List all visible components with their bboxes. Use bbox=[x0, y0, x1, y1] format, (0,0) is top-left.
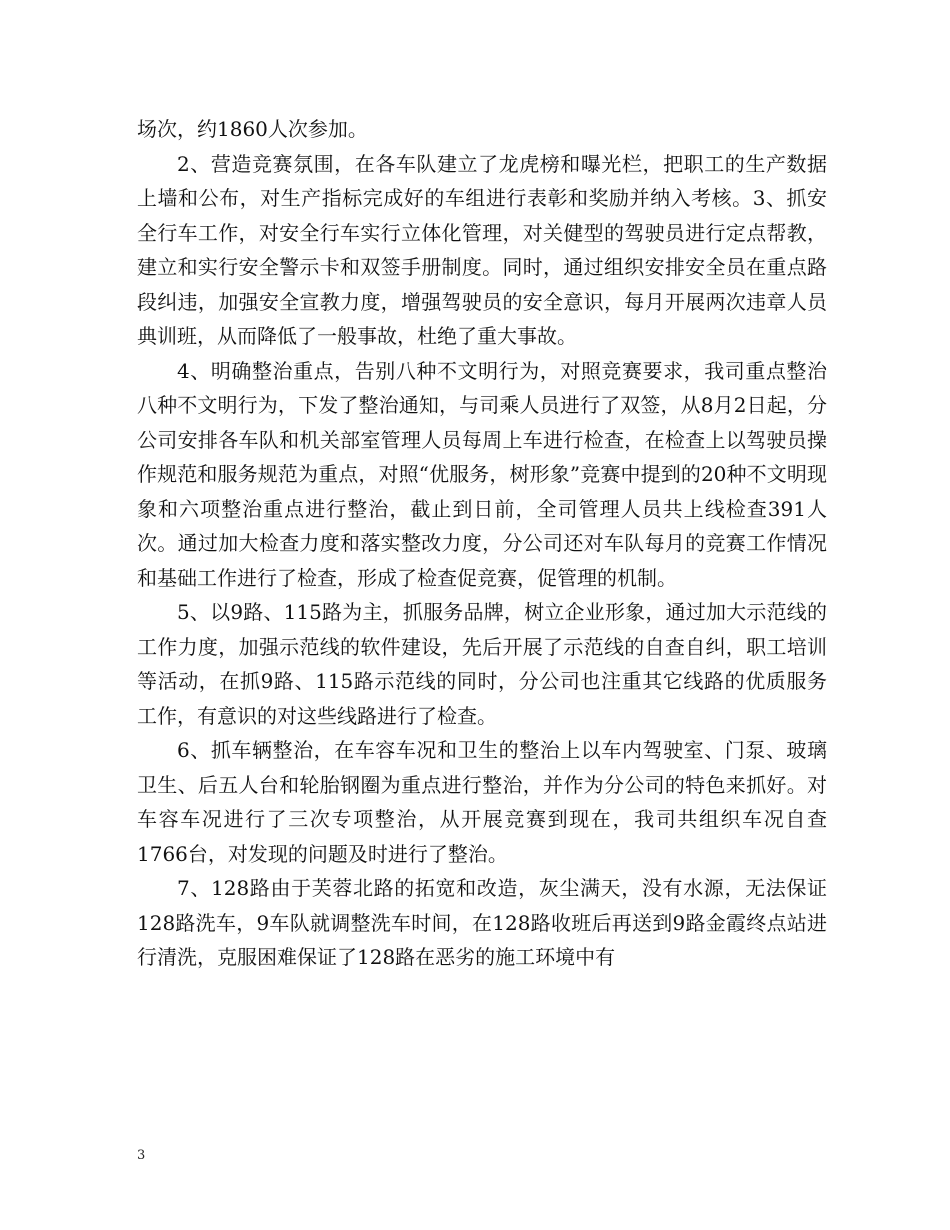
document-body bbox=[137, 112, 827, 975]
paragraph-item-5: 5、以9路、115路为主，抓服务品牌，树立企业形象，通过加大示范线的工作力度，加强示范线的软件建设，先后开展了示范线的自查自纠，职工培训等活动，在抓9路、115路示范线的同时，分公司也注重其它线路的优质服务工作，有意识的对这些线路进行了检查。 bbox=[137, 600, 827, 728]
paragraph-continued: 场次，约1860人次参加。 bbox=[137, 117, 368, 141]
paragraph-item-2-3: 2、营造竞赛氛围，在各车队建立了龙虎榜和曝光栏，把职工的生产数据上墙和公布，对生产指标完成好的车组进行表彰和奖励并纳入考核。3、抓安全行车工作，对安全行车实行立体化管理，对关健型的驾驶员进行定点帮教，建立和实行安全警示卡和双签手册制度。同时，通过组织安排安全员在重点路段纠违，加强安全宣教力度，增强驾驶员的安全意识，每月开展两次违章人员典训班，从而降低了一般事故，杜绝了重大事故。 bbox=[137, 151, 827, 348]
paragraph-item-4: 4、明确整治重点，告别八种不文明行为，对照竞赛要求，我司重点整治八种不文明行为，下发了整治通知，与司乘人员进行了双签，从8月2日起，分公司安排各车队和机关部室管理人员每周上车进行检查，在检查上以驾驶员操作规范和服务规范为重点，对照“优服务，树形象”竞赛中提到的20种不文明现象和六项整治重点进行整治，截止到日前，全司管理人员共上线检查391人次。通过加大检查力度和落实整改力度，分公司还对车队每月的竞赛工作情况和基础工作进行了检查，形成了检查促竞赛，促管理的机制。 bbox=[137, 358, 827, 590]
paragraph-item-6: 6、抓车辆整治，在车容车况和卫生的整治上以车内驾驶室、门泵、玻璃卫生、后五人台和轮胎钢圈为重点进行整治，并作为分公司的特色来抓好。对车容车况进行了三次专项整治，从开展竞赛到现在，我司共组织车况自查1766台，对发现的问题及时进行了整治。 bbox=[137, 738, 827, 866]
page-number: 3 bbox=[137, 1148, 146, 1163]
paragraph-item-7: 7、128路由于芙蓉北路的拓宽和改造，灰尘满天，没有水源，无法保证128路洗车，9车队就调整洗车时间，在128路收班后再送到9路金霞终点站进行清洗，克服困难保证了128路在恶劣的施工环境中有 bbox=[137, 876, 827, 969]
